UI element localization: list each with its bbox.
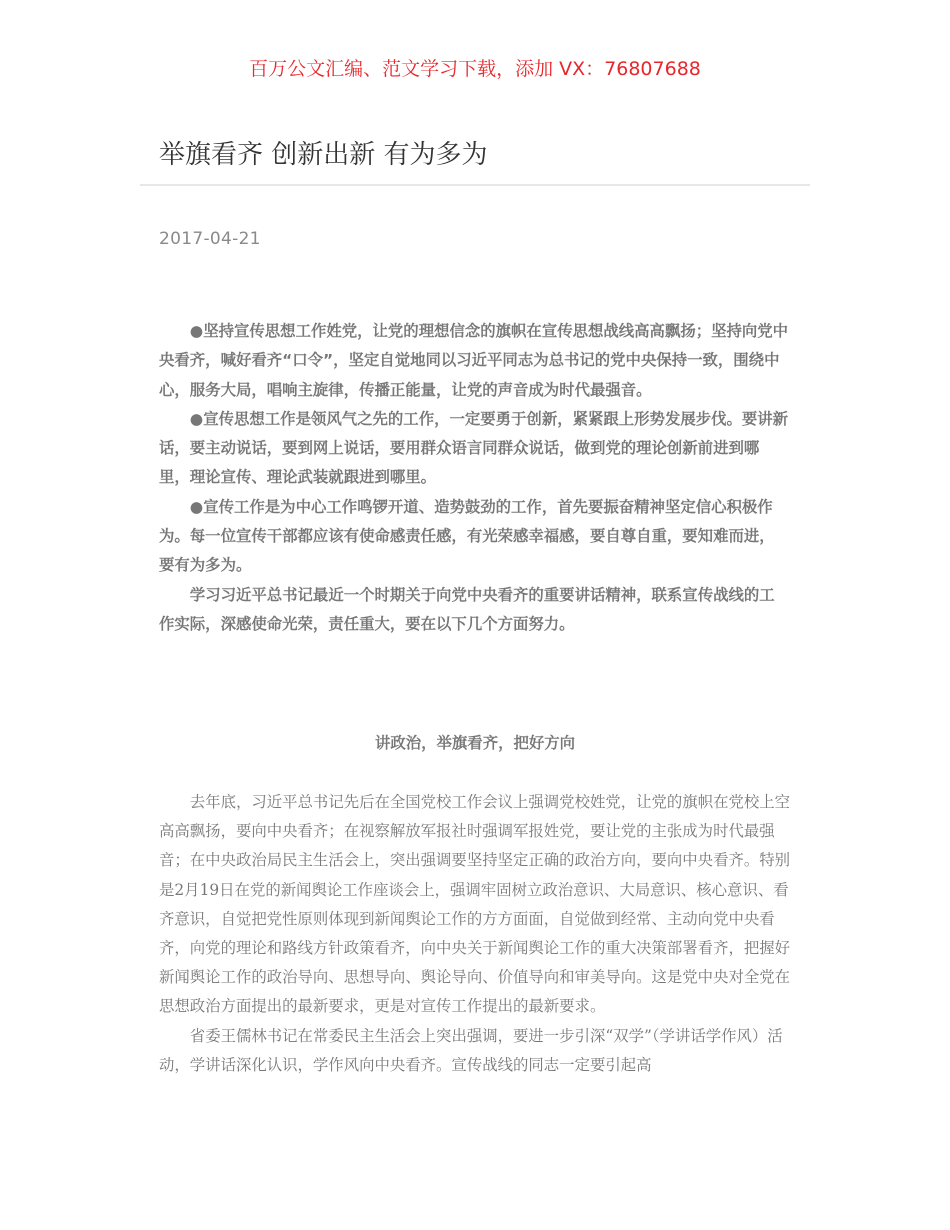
article-title: 举旗看齐 创新出新 有为多为 <box>159 140 488 170</box>
body-paragraph: 省委王儒林书记在常委民主生活会上突出强调，要进一步引深“双学”（学讲话学作风）活动，学讲话深化认识，学作风向中央看齐。宣传战线的同志一定要引起高 <box>159 1026 783 1074</box>
section-heading: 讲政治，举旗看齐，把好方向 <box>374 734 576 752</box>
publish-date: 2017-04-21 <box>159 229 261 249</box>
summary-paragraph: 学习习近平总书记最近一个时期关于向党中央看齐的重要讲话精神，联系宣传战线的工作实际，深感使命光荣，责任重大，要在以下几个方面努力。 <box>159 585 775 633</box>
summary-paragraph: ●宣传工作是为中心工作鸣锣开道、造势鼓劲的工作，首先要振奋精神坚定信心积极作为。每一位宣传干部都应该有使命感责任感，有光荣感幸福感，要自尊自重，要知难而进，要有为多为。 <box>159 497 775 575</box>
title-divider <box>140 184 810 186</box>
summary-paragraph: ●坚持宣传思想工作姓党，让党的理想信念的旗帜在宣传思想战线高高飘扬；坚持向党中央看齐，喊好看齐“口令”，坚定自觉地同以习近平同志为总书记的党中央保持一致，围绕中心，服务大局，唱响主旋律，传播正能量，让党的声音成为时代最强音。 <box>159 322 789 399</box>
article-summary <box>159 317 789 639</box>
article-body <box>159 788 791 1080</box>
summary-paragraph: ●宣传思想工作是领风气之先的工作，一定要勇于创新，紧紧跟上形势发展步伐。要讲新话，要主动说话，要到网上说话，要用群众语言同群众说话，做到党的理论创新前进到哪里，理论宣传、理论武装就跟进到哪里。 <box>159 409 789 487</box>
body-paragraph: 去年底，习近平总书记先后在全国党校工作会议上强调党校姓党，让党的旗帜在党校上空高高飘扬，要向中央看齐；在视察解放军报社时强调军报姓党，要让党的主张成为时代最强音；在中央政治局民主生活会上，突出强调要坚持坚定正确的政治方向，要向中央看齐。特别是2月19日在党的新闻舆论工作座谈会上，强调牢固树立政治意识、大局意识、核心意识、看齐意识，自觉把党性原则体现到新闻舆论工作的方方面面，自觉做到经常、主动向党中央看齐，向党的理论和路线方针政策看齐，向中央关于新闻舆论工作的重大决策部署看齐，把握好新闻舆论工作的政治导向、思想导向、舆论导向、价值导向和审美导向。这是党中央对全党在思想政治方面提出的最新要求，更是对宣传工作提出的最新要求。 <box>159 793 791 1016</box>
watermark-banner: 百万公文汇编、范文学习下载，添加 VX：76807688 <box>249 58 701 80</box>
